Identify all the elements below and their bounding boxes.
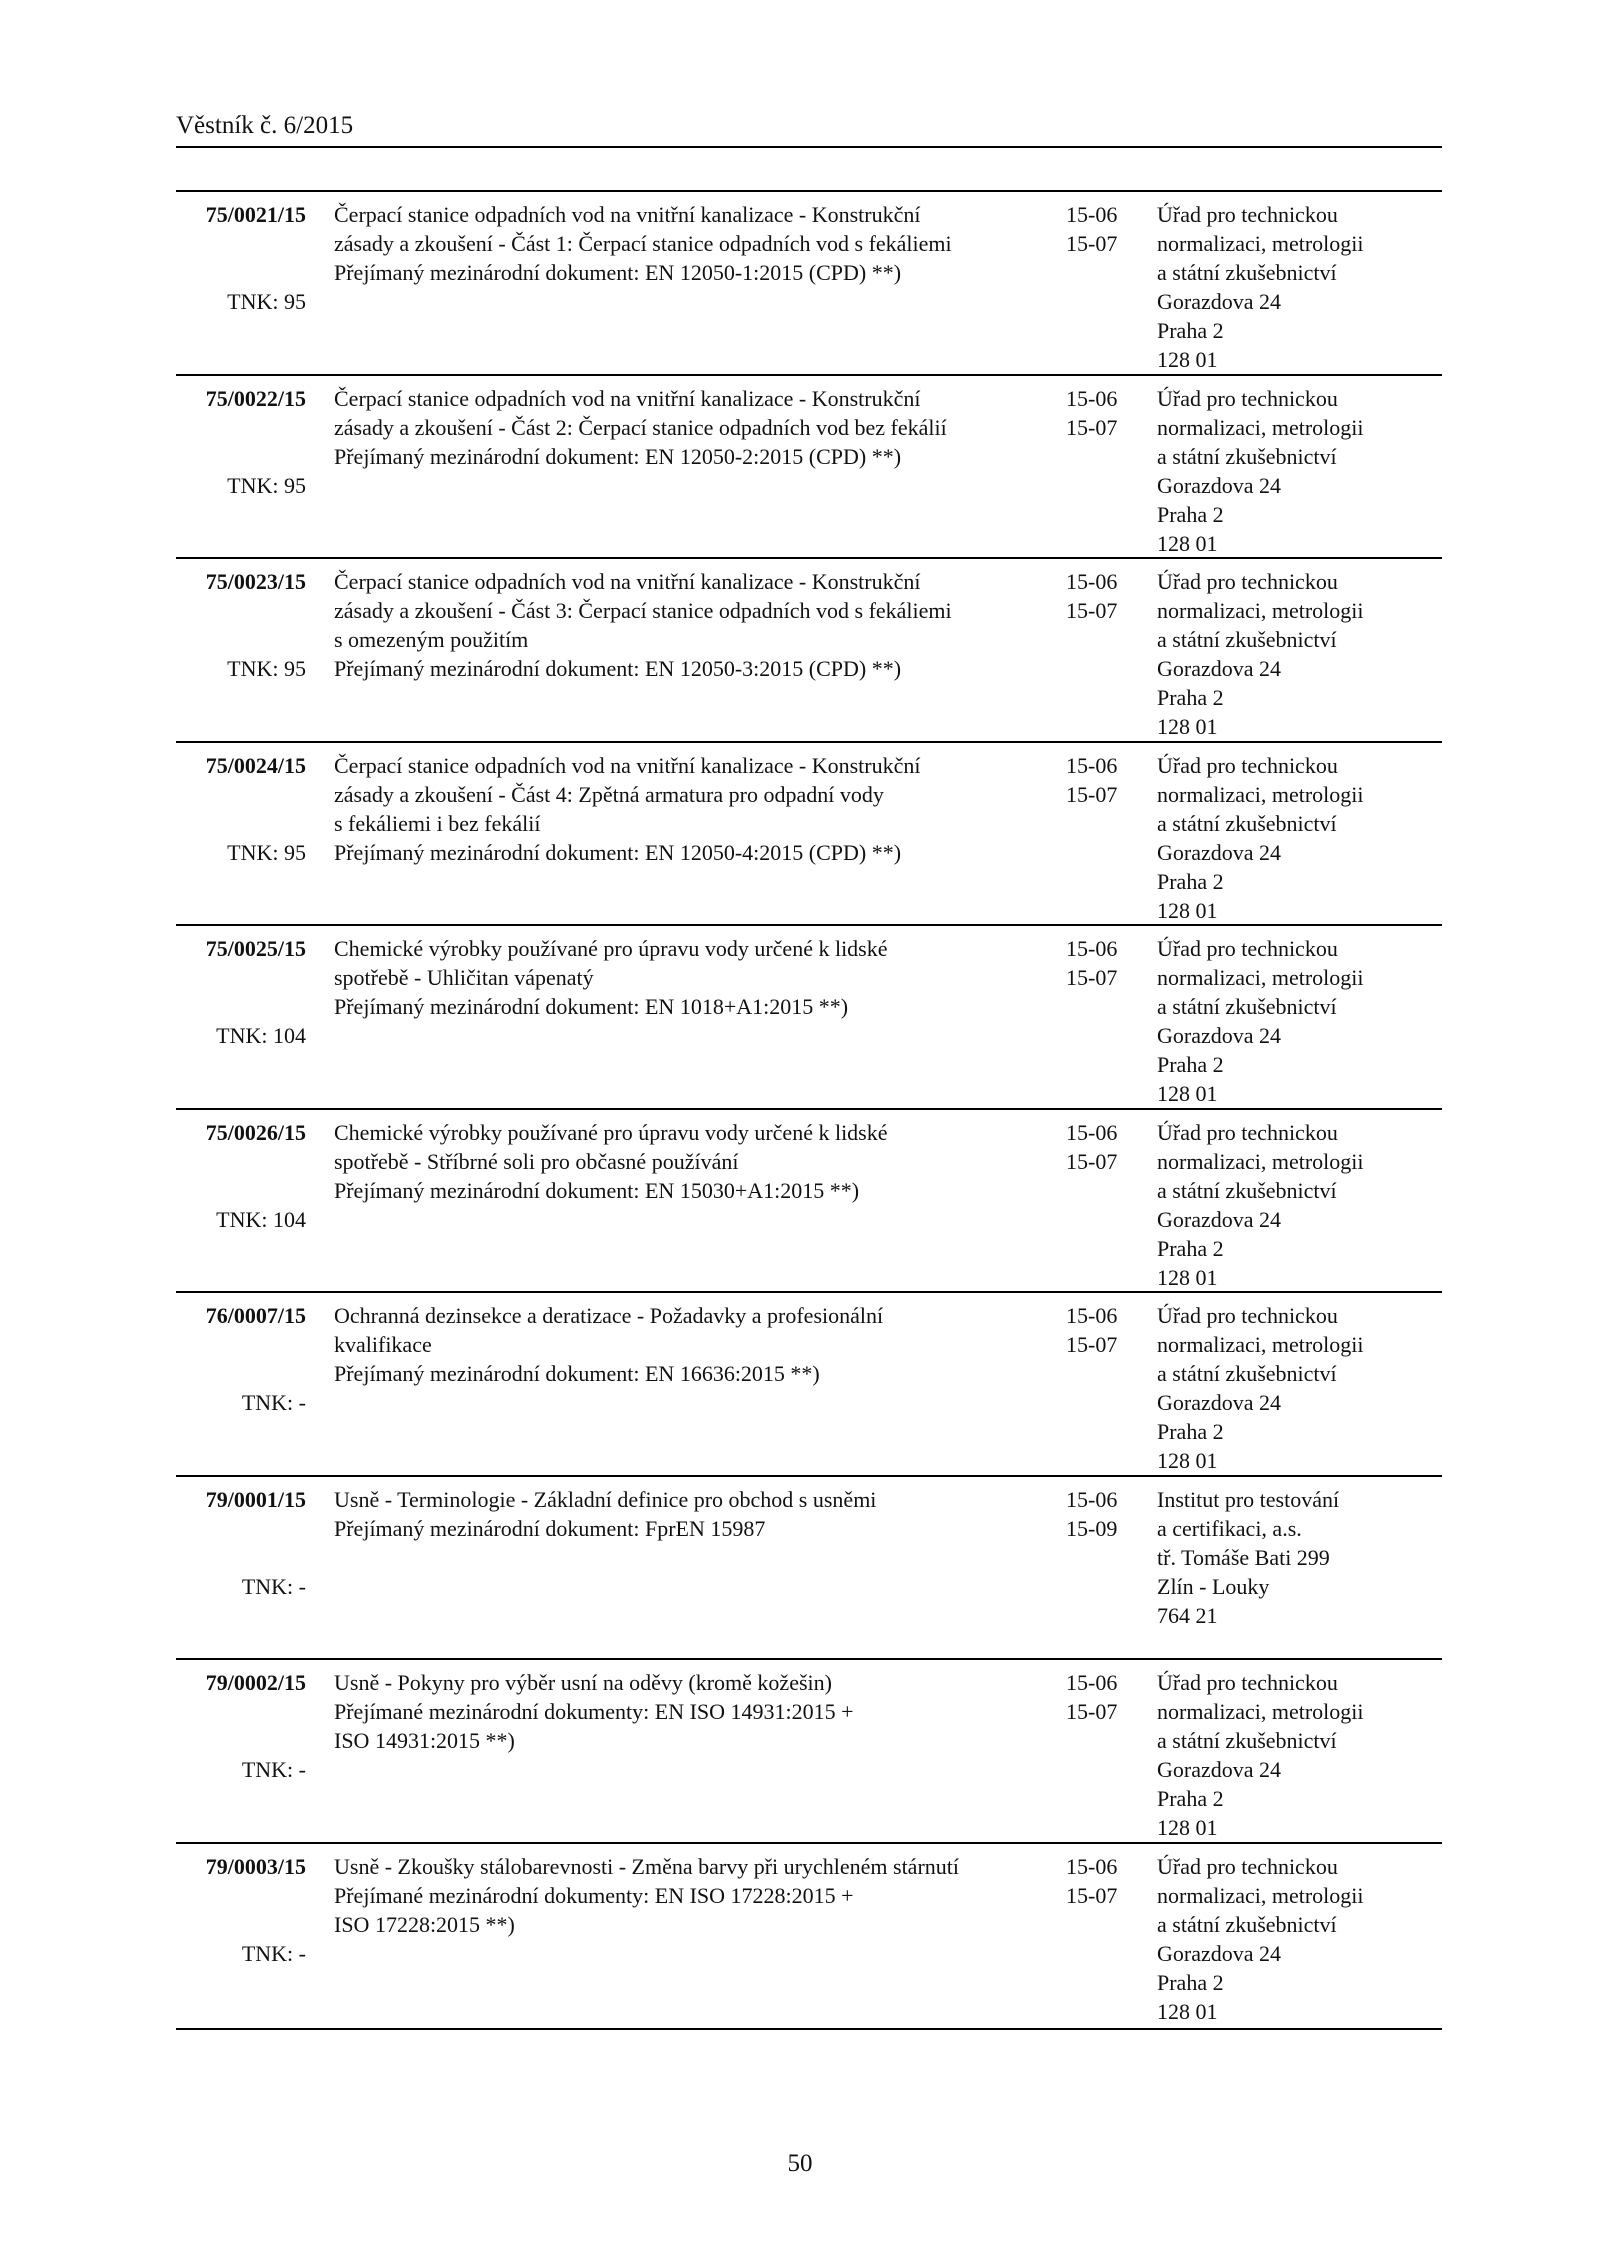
address-line: Gorazdova 24: [1157, 1206, 1282, 1232]
address-line: 128 01: [1157, 530, 1218, 556]
address-line: Gorazdova 24: [1157, 839, 1282, 865]
standard-number: 75/0024/15: [205, 752, 306, 778]
description-line: s fekáliemi i bez fekálií: [334, 810, 541, 836]
standard-number: 79/0001/15: [205, 1486, 306, 1512]
standard-description: [334, 384, 1054, 471]
date-codes: [1066, 751, 1146, 809]
address-line: Úřad pro technickou: [1157, 385, 1338, 411]
description-line: Usně - Pokyny pro výběr usní na oděvy (kromě kožešin): [334, 1670, 832, 1695]
address-line: Úřad pro technickou: [1157, 569, 1338, 594]
office-address: [1157, 384, 1442, 558]
address-line: Úřad pro technickou: [1157, 1853, 1338, 1879]
description-line: Přejímané mezinárodní dokumenty: EN ISO 17228:2015 +: [334, 1882, 854, 1908]
date-codes: [1066, 1118, 1146, 1176]
description-line: zásady a zkoušení - Část 1: Čerpací stanice odpadních vod s fekáliemi: [334, 231, 952, 256]
description-line: Přejímané mezinárodní dokumenty: EN ISO 14931:2015 +: [334, 1699, 854, 1724]
address-line: 128 01: [1157, 347, 1218, 372]
address-line: Úřad pro technickou: [1157, 202, 1338, 227]
address-line: Praha 2: [1157, 685, 1224, 710]
description-line: ISO 17228:2015 **): [334, 1911, 515, 1937]
address-line: Praha 2: [1157, 1969, 1224, 1995]
standard-row: [176, 743, 1442, 927]
address-line: Gorazdova 24: [1157, 289, 1282, 314]
standard-number: 75/0025/15: [205, 936, 306, 961]
standard-description: [334, 1668, 1054, 1755]
standard-description: [334, 1118, 1054, 1205]
address-line: a certifikaci, a.s.: [1157, 1515, 1302, 1541]
standard-number: 75/0026/15: [205, 1119, 306, 1145]
address-line: Úřad pro technickou: [1157, 752, 1338, 778]
tnk-label: TNK: -: [241, 1757, 306, 1782]
description-line: s omezeným použitím: [334, 627, 529, 652]
address-line: Praha 2: [1157, 1786, 1224, 1811]
date-code: 15-07: [1066, 781, 1118, 807]
office-address: [1157, 1485, 1442, 1630]
address-line: Institut pro testování: [1157, 1486, 1340, 1512]
description-line: Čerpací stanice odpadních vod na vnitřní kanalizace - Konstrukční: [334, 385, 921, 411]
description-line: Přejímaný mezinárodní dokument: FprEN 15987: [334, 1515, 766, 1541]
date-code: 15-07: [1066, 414, 1118, 440]
date-codes: [1066, 1852, 1146, 1910]
tnk-label: TNK: 95: [227, 289, 306, 314]
address-line: a státní zkušebnictví: [1157, 260, 1337, 285]
standard-number: 75/0023/15: [205, 569, 306, 594]
date-code: 15-06: [1066, 1486, 1118, 1512]
standard-number: 79/0002/15: [205, 1670, 306, 1695]
description-line: Přejímaný mezinárodní dokument: EN 15030+A1:2015 **): [334, 1177, 860, 1203]
page-number: 50: [787, 2150, 813, 2177]
description-line: Usně - Zkoušky stálobarevnosti - Změna barvy při urychleném stárnutí: [334, 1853, 960, 1879]
address-line: Praha 2: [1157, 501, 1224, 527]
description-line: kvalifikace: [334, 1332, 432, 1357]
standard-description: [334, 567, 1054, 683]
date-codes: [1066, 934, 1146, 992]
description-line: zásady a zkoušení - Část 2: Čerpací stanice odpadních vod bez fekálií: [334, 414, 947, 440]
address-line: a státní zkušebnictví: [1157, 1728, 1337, 1753]
date-code: 15-06: [1066, 1119, 1118, 1145]
address-line: normalizaci, metrologii: [1157, 414, 1364, 440]
date-code: 15-06: [1066, 202, 1118, 227]
tnk-label: TNK: 104: [216, 1023, 306, 1048]
address-line: 128 01: [1157, 1081, 1218, 1106]
description-line: Čerpací stanice odpadních vod na vnitřní kanalizace - Konstrukční: [334, 752, 921, 778]
address-line: Praha 2: [1157, 318, 1224, 343]
address-line: Gorazdova 24: [1157, 1390, 1282, 1415]
address-line: Úřad pro technickou: [1157, 936, 1338, 961]
date-code: 15-06: [1066, 1853, 1118, 1879]
date-code: 15-07: [1066, 231, 1118, 256]
address-line: a státní zkušebnictví: [1157, 994, 1337, 1019]
address-line: Úřad pro technickou: [1157, 1119, 1338, 1145]
standard-description: [334, 1485, 1054, 1543]
address-line: Praha 2: [1157, 1419, 1224, 1444]
office-address: [1157, 1301, 1442, 1475]
standard-row: [176, 559, 1442, 743]
address-line: normalizaci, metrologii: [1157, 1699, 1364, 1724]
date-code: 15-07: [1066, 598, 1118, 623]
standard-row: [176, 192, 1442, 376]
standard-description: [334, 934, 1054, 1021]
office-address: [1157, 1852, 1442, 2026]
date-code: 15-06: [1066, 1670, 1118, 1695]
standard-description: [334, 200, 1054, 287]
address-line: Úřad pro technickou: [1157, 1303, 1338, 1328]
address-line: a státní zkušebnictví: [1157, 1911, 1337, 1937]
tnk-label: TNK: 104: [216, 1206, 306, 1232]
address-line: a státní zkušebnictví: [1157, 810, 1337, 836]
address-line: Gorazdova 24: [1157, 1023, 1282, 1048]
address-line: 764 21: [1157, 1602, 1218, 1628]
description-line: Ochranná dezinsekce a deratizace - Požadavky a profesionální: [334, 1303, 884, 1328]
description-line: spotřebě - Uhličitan vápenatý: [334, 965, 594, 990]
tnk-label: TNK: -: [241, 1573, 306, 1599]
tnk-label: TNK: 95: [227, 472, 306, 498]
standard-number: 75/0021/15: [205, 202, 306, 227]
description-line: Usně - Terminologie - Základní definice pro obchod s usněmi: [334, 1486, 877, 1512]
address-line: normalizaci, metrologii: [1157, 965, 1364, 990]
address-line: Úřad pro technickou: [1157, 1670, 1338, 1695]
address-line: Praha 2: [1157, 1235, 1224, 1261]
address-line: normalizaci, metrologii: [1157, 1332, 1364, 1357]
description-line: spotřebě - Stříbrné soli pro občasné používání: [334, 1148, 739, 1174]
address-line: normalizaci, metrologii: [1157, 781, 1364, 807]
office-address: [1157, 200, 1442, 374]
description-line: Chemické výrobky používané pro úpravu vody určené k lidské: [334, 936, 888, 961]
bulletin-title: Věstník č. 6/2015: [176, 112, 354, 139]
date-code: 15-09: [1066, 1515, 1118, 1541]
description-line: Přejímaný mezinárodní dokument: EN 16636:2015 **): [334, 1361, 820, 1386]
address-line: Praha 2: [1157, 1052, 1224, 1077]
date-codes: [1066, 567, 1146, 625]
standard-row: [176, 376, 1442, 560]
address-line: a státní zkušebnictví: [1157, 627, 1337, 652]
tnk-label: TNK: -: [241, 1390, 306, 1415]
date-code: 15-06: [1066, 569, 1118, 594]
standard-number: 79/0003/15: [205, 1853, 306, 1879]
standard-number: 75/0022/15: [205, 385, 306, 411]
office-address: [1157, 751, 1442, 925]
address-line: Gorazdova 24: [1157, 472, 1282, 498]
office-address: [1157, 567, 1442, 741]
date-codes: [1066, 1485, 1146, 1543]
standard-number: 76/0007/15: [205, 1303, 306, 1328]
standard-row: [176, 1660, 1442, 1844]
date-code: 15-07: [1066, 1699, 1118, 1724]
standard-row: [176, 926, 1442, 1110]
header-divider: [176, 146, 1442, 148]
tnk-label: TNK: 95: [227, 656, 306, 681]
address-line: Zlín - Louky: [1157, 1573, 1270, 1599]
address-line: a státní zkušebnictví: [1157, 1177, 1337, 1203]
address-line: normalizaci, metrologii: [1157, 1882, 1364, 1908]
date-code: 15-07: [1066, 965, 1118, 990]
address-line: normalizaci, metrologii: [1157, 1148, 1364, 1174]
standard-row: [176, 1293, 1442, 1477]
office-address: [1157, 934, 1442, 1108]
description-line: Přejímaný mezinárodní dokument: EN 12050-1:2015 (CPD) **): [334, 260, 902, 285]
address-line: Praha 2: [1157, 868, 1224, 894]
description-line: Chemické výrobky používané pro úpravu vody určené k lidské: [334, 1119, 888, 1145]
date-code: 15-06: [1066, 385, 1118, 411]
description-line: Přejímaný mezinárodní dokument: EN 12050-2:2015 (CPD) **): [334, 443, 902, 469]
description-line: Přejímaný mezinárodní dokument: EN 12050-3:2015 (CPD) **): [334, 656, 902, 681]
description-line: zásady a zkoušení - Část 4: Zpětná armatura pro odpadní vody: [334, 781, 884, 807]
date-code: 15-06: [1066, 752, 1118, 778]
address-line: 128 01: [1157, 1264, 1218, 1290]
date-code: 15-07: [1066, 1332, 1118, 1357]
address-line: 128 01: [1157, 1998, 1218, 2024]
standard-description: [334, 1301, 1054, 1388]
date-code: 15-07: [1066, 1148, 1118, 1174]
standard-description: [334, 1852, 1054, 1939]
date-code: 15-07: [1066, 1882, 1118, 1908]
address-line: normalizaci, metrologii: [1157, 598, 1364, 623]
date-codes: [1066, 200, 1146, 258]
address-line: normalizaci, metrologii: [1157, 231, 1364, 256]
date-codes: [1066, 1668, 1146, 1726]
address-line: 128 01: [1157, 1815, 1218, 1840]
standards-table: [176, 190, 1442, 2030]
address-line: tř. Tomáše Bati 299: [1157, 1544, 1330, 1570]
description-line: Přejímaný mezinárodní dokument: EN 1018+A1:2015 **): [334, 994, 849, 1019]
address-line: Gorazdova 24: [1157, 1940, 1282, 1966]
address-line: a státní zkušebnictví: [1157, 1361, 1337, 1386]
standard-row: [176, 1110, 1442, 1294]
description-line: Čerpací stanice odpadních vod na vnitřní kanalizace - Konstrukční: [334, 202, 921, 227]
date-code: 15-06: [1066, 1303, 1118, 1328]
tnk-label: TNK: 95: [227, 839, 306, 865]
address-line: Gorazdova 24: [1157, 656, 1282, 681]
description-line: Čerpací stanice odpadních vod na vnitřní kanalizace - Konstrukční: [334, 569, 921, 594]
description-line: Přejímaný mezinárodní dokument: EN 12050-4:2015 (CPD) **): [334, 839, 902, 865]
address-line: a státní zkušebnictví: [1157, 443, 1337, 469]
description-line: zásady a zkoušení - Část 3: Čerpací stanice odpadních vod s fekáliemi: [334, 598, 952, 623]
date-codes: [1066, 384, 1146, 442]
description-line: ISO 14931:2015 **): [334, 1728, 515, 1753]
standard-row: [176, 1477, 1442, 1661]
date-code: 15-06: [1066, 936, 1118, 961]
address-line: 128 01: [1157, 1448, 1218, 1473]
date-codes: [1066, 1301, 1146, 1359]
standard-description: [334, 751, 1054, 867]
address-line: Gorazdova 24: [1157, 1757, 1282, 1782]
address-line: 128 01: [1157, 714, 1218, 739]
address-line: 128 01: [1157, 897, 1218, 923]
standard-row: [176, 1844, 1442, 2030]
office-address: [1157, 1118, 1442, 1292]
tnk-label: TNK: -: [241, 1940, 306, 1966]
office-address: [1157, 1668, 1442, 1842]
